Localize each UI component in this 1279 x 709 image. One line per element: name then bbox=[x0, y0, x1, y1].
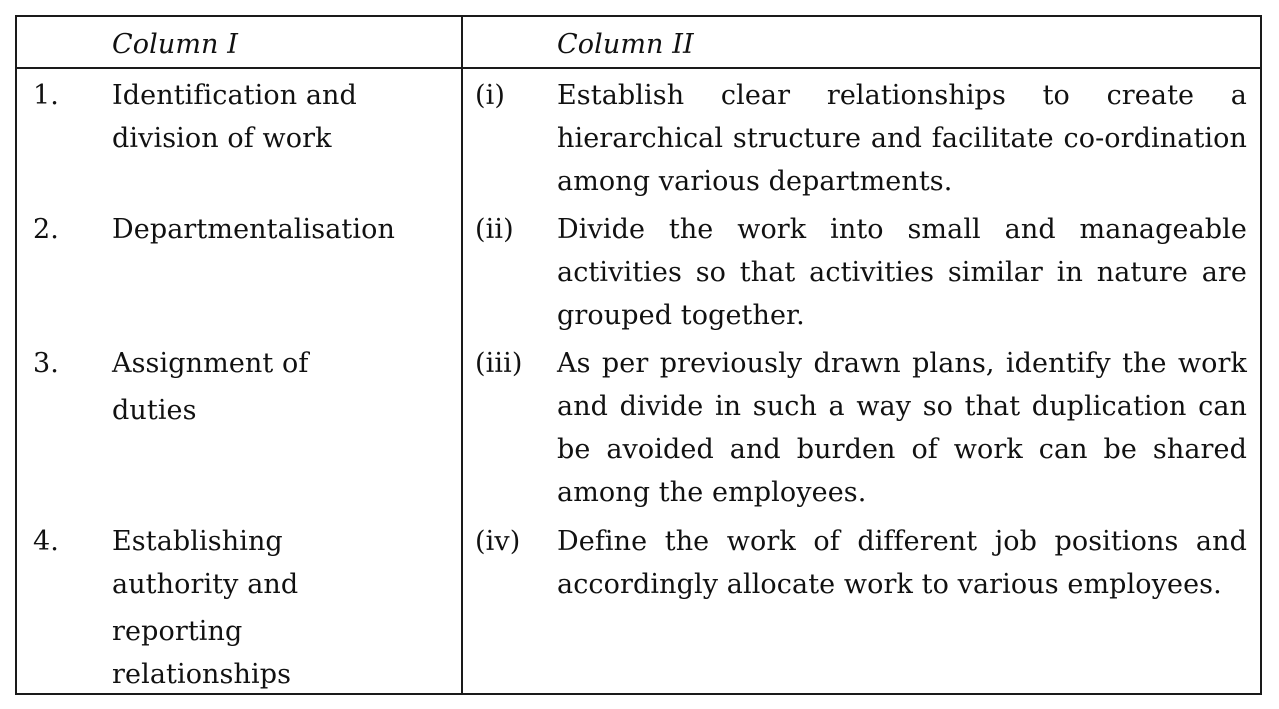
column-one-item: Assignment of bbox=[112, 348, 309, 379]
roman-numeral: (iv) bbox=[475, 526, 521, 557]
column-two-description: As per previously drawn plans, identify the work and divide in such a way so that duplication can be avoided and burden of work can be shared among the employees. bbox=[557, 348, 1247, 508]
roman-numeral: (i) bbox=[475, 80, 506, 111]
column-two-header: Column II bbox=[557, 29, 694, 60]
column-one-item: authority and bbox=[112, 569, 299, 600]
column-divider bbox=[461, 17, 463, 693]
column-two-description: Divide the work into small and manageable activities so that activities similar in nature are grouped together. bbox=[557, 214, 1247, 331]
column-one-item: relationships bbox=[112, 659, 292, 690]
column-one-item: duties bbox=[112, 395, 197, 426]
column-one-item: Establishing bbox=[112, 526, 283, 557]
column-one-item: Departmentalisation bbox=[112, 214, 395, 245]
header-divider bbox=[17, 67, 1260, 69]
roman-numeral: (ii) bbox=[475, 214, 514, 245]
roman-numeral: (iii) bbox=[475, 348, 523, 379]
column-two-description: Establish clear relationships to create a hierarchical structure and facilitate co-ordination among various departments. bbox=[557, 80, 1247, 197]
row-number: 3. bbox=[33, 348, 59, 379]
column-one-item: division of work bbox=[112, 123, 332, 154]
column-one-header: Column I bbox=[112, 29, 238, 60]
match-the-columns-table bbox=[15, 15, 1262, 695]
column-two-description: Define the work of different job positions and accordingly allocate work to various employees. bbox=[557, 526, 1247, 600]
column-one-item: Identification and bbox=[112, 80, 357, 111]
row-number: 1. bbox=[33, 80, 59, 111]
row-number: 4. bbox=[33, 526, 59, 557]
row-number: 2. bbox=[33, 214, 59, 245]
column-one-item: reporting bbox=[112, 616, 243, 647]
